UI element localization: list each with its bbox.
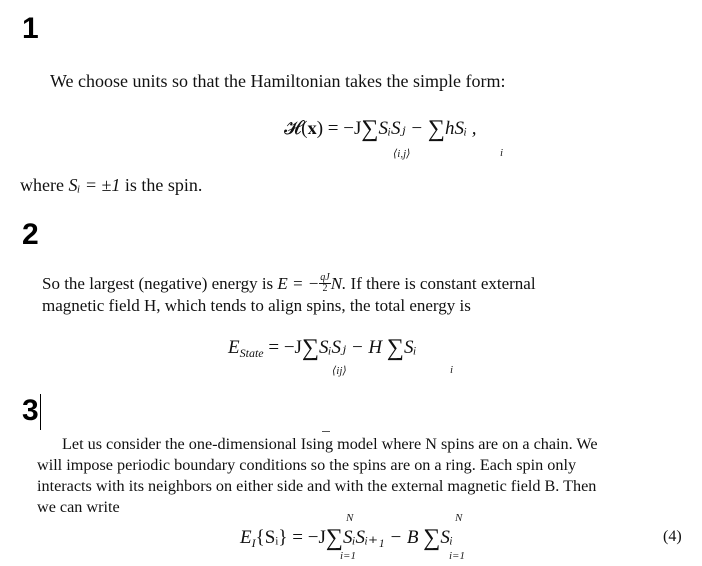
s2-energy: E = −	[277, 274, 320, 293]
section-3-line-1: Let us consider the one-dimensional Ising model where N spins are on a chain. We	[62, 435, 598, 453]
fraction-numerator: qJ	[320, 271, 330, 283]
eq3-lhs-sub: I	[251, 536, 256, 550]
eq3-term-1: SᵢSᵢ₊₁ − B	[342, 527, 419, 548]
eq1-sum2-index: i	[500, 147, 504, 159]
section-number-3: 3	[22, 394, 39, 427]
section-2-equation	[228, 334, 417, 361]
sum-symbol: ∑	[301, 335, 320, 361]
eq3-mid: {Sᵢ} = −J	[255, 527, 326, 548]
section-3-line-3: interacts with its neighbors on either side and with the external magnetic field B. Then	[37, 477, 597, 495]
section-3-equation	[240, 524, 453, 551]
section-number-2: 2	[22, 218, 39, 251]
after-text-c: is the spin.	[120, 175, 203, 195]
eq3-sum2-lower: i=1	[449, 550, 465, 562]
s2-text-d: If there is constant external	[346, 274, 536, 293]
after-text-a: where	[20, 175, 69, 195]
section-2-line-2: magnetic field H, which tends to align spins, the total energy is	[42, 296, 471, 315]
sum-symbol: ∑	[427, 116, 445, 142]
eq3-term-2: Sᵢ	[440, 527, 453, 548]
eq3-sum1-lower: i=1	[340, 550, 356, 562]
sum-symbol: ∑	[423, 525, 441, 551]
sum-symbol: ∑	[325, 525, 343, 551]
text-cursor	[40, 394, 41, 430]
eq2-lhs-sub: State	[239, 346, 264, 360]
eq2-term-1: SᵢSⱼ − H	[319, 337, 383, 358]
section-2-line-1	[42, 273, 536, 296]
section-3-line-4: we can write	[37, 498, 120, 516]
after-text-math: Sᵢ = ±1	[68, 175, 121, 195]
equation-number: (4)	[663, 528, 682, 545]
eq2-sum2-index: i	[450, 364, 454, 376]
section-number-1: 1	[22, 12, 39, 45]
s2-text-a: So the largest (negative) energy is	[42, 274, 278, 293]
section-1-text: We choose units so that the Hamiltonian takes the simple form:	[50, 71, 506, 91]
eq2-lhs: E	[228, 337, 240, 358]
section-1-equation	[284, 115, 476, 141]
eq2-mid: = −J	[263, 337, 302, 358]
sum-symbol: ∑	[386, 335, 404, 361]
eq2-term-2: Sᵢ	[403, 337, 417, 358]
eq1-lhs: 𝓗(𝐱) = −J	[284, 118, 362, 139]
fraction	[319, 273, 330, 294]
sum-symbol: ∑	[361, 116, 379, 142]
eq3-lhs: E	[240, 527, 252, 548]
eq2-sum1-index: ⟨ij⟩	[332, 365, 347, 377]
s2-n: N.	[330, 274, 347, 293]
decorative-mark	[322, 431, 330, 432]
section-3-line-2: will impose periodic boundary conditions so the spins are on a ring. Each spin only	[37, 456, 577, 474]
eq3-sum1-upper: N	[346, 512, 354, 524]
section-1-after-text	[20, 174, 202, 196]
eq1-sum1-index: ⟨i,j⟩	[393, 148, 411, 160]
eq3-sum2-upper: N	[455, 512, 463, 524]
eq1-term-1: SᵢSⱼ −	[378, 118, 424, 139]
eq1-term-2: hSᵢ ,	[444, 118, 477, 139]
fraction-denominator: 2	[322, 282, 328, 294]
